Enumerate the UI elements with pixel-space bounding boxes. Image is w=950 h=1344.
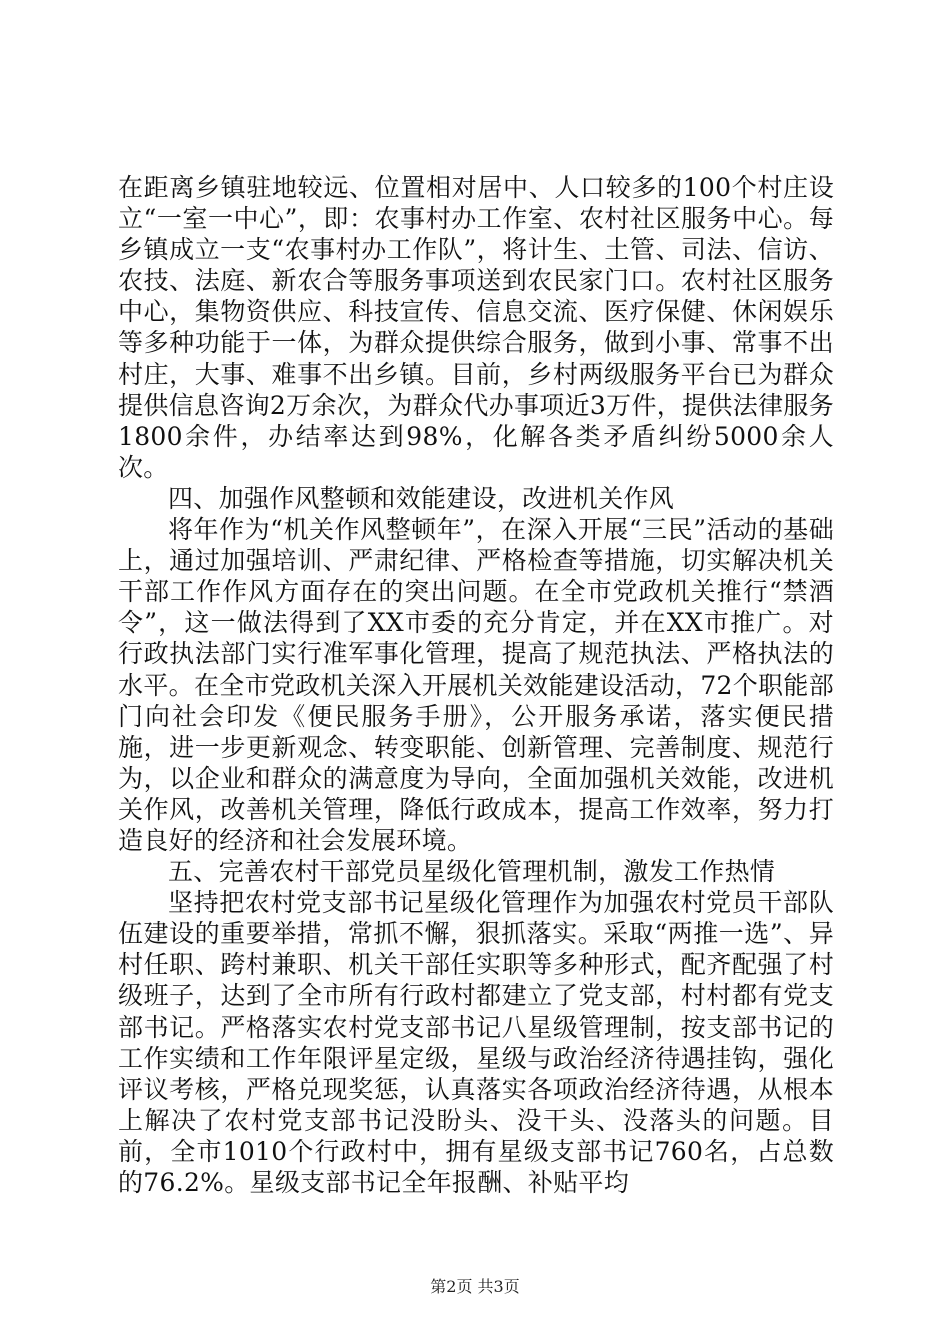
document-body: [118, 172, 834, 1198]
paragraph-service-platform: 在距离乡镇驻地较远、位置相对居中、人口较多的100个村庄设立“一室一中心”，即：农事村办工作室、农村社区服务中心。每乡镇成立一支“农事村办工作队”，将计生、土管、司法、信访、农技、法庭、新农合等服务事项送到农民家门口。农村社区服务中心，集物资供应、科技宣传、信息交流、医疗保健、休闲娱乐等多种功能于一体，为群众提供综合服务，做到小事、常事不出村庄，大事、难事不出乡镇。目前，乡村两级服务平台已为群众提供信息咨询2万余次，为群众代办事项近3万件，提供法律服务1800余件，办结率达到98%，化解各类矛盾纠纷5000余人次。: [118, 173, 834, 482]
paragraph-star-management: 坚持把农村党支部书记星级化管理作为加强农村党员干部队伍建设的重要举措，常抓不懈，狠抓落实。采取“两推一选”、异村任职、跨村兼职、机关干部任实职等多种形式，配齐配强了村级班子，达到了全市所有行政村都建立了党支部，村村都有党支部书记。严格落实农村党支部书记八星级管理制，按支部书记的工作实绩和工作年限评星定级，星级与政治经济待遇挂钩，强化评议考核，严格兑现奖惩，认真落实各项政治经济待遇，从根本上解决了农村党支部书记没盼头、没干头、没落头的问题。目前，全市1010个行政村中，拥有星级支部书记760名，占总数的76.2%。星级支部书记全年报酬、补贴平均: [118, 888, 834, 1197]
section-heading-four: 四、加强作风整顿和效能建设，改进机关作风: [168, 483, 675, 513]
paragraph-work-style: 将年作为“机关作风整顿年”，在深入开展“三民”活动的基础上，通过加强培训、严肃纪律、严格检查等措施，切实解决机关干部工作作风方面存在的突出问题。在全市党政机关推行“禁酒令”，这一做法得到了XX市委的充分肯定，并在XX市推广。对行政执法部门实行准军事化管理，提高了规范执法、严格执法的水平。在全市党政机关深入开展机关效能建设活动，72个职能部门向社会印发《便民服务手册》，公开服务承诺，落实便民措施，进一步更新观念、转变职能、创新管理、完善制度、规范行为，以企业和群众的满意度为导向，全面加强机关效能，改进机关作风，改善机关管理，降低行政成本，提高工作效率，努力打造良好的经济和社会发展环境。: [118, 515, 834, 855]
section-heading-five: 五、完善农村干部党员星级化管理机制，激发工作热情: [168, 857, 776, 887]
page-number-footer: 第2页 共3页: [430, 1277, 520, 1296]
